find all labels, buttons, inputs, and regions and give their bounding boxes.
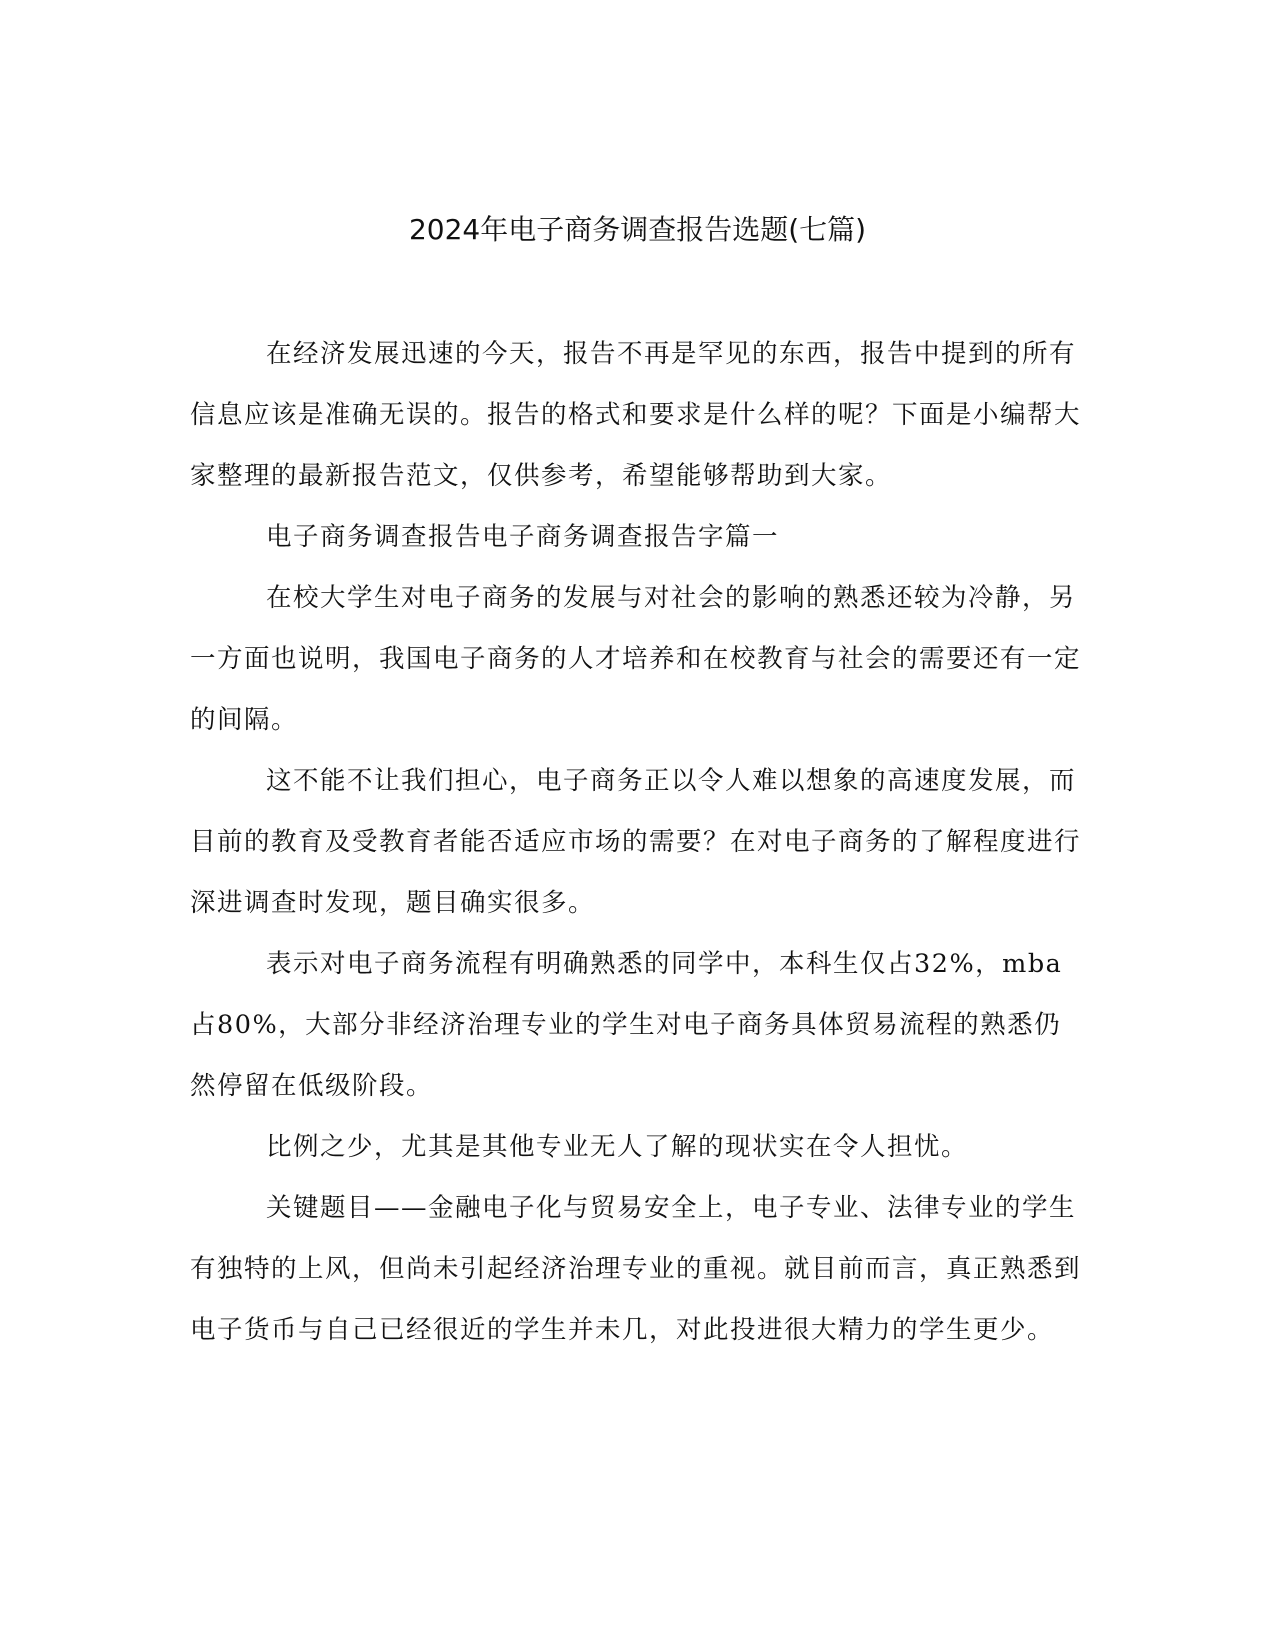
intro-paragraph: 在经济发展迅速的今天，报告不再是罕见的东西，报告中提到的所有信息应该是准确无误的。报告的格式和要求是什么样的呢？下面是小编帮大家整理的最新报告范文，仅供参考，希望能够帮助到大家。 xyxy=(190,339,1082,491)
body-paragraph: 关键题目——金融电子化与贸易安全上，电子专业、法律专业的学生有独特的上风，但尚未引起经济治理专业的重视。就目前而言，真正熟悉到电子货币与自己已经很近的学生并未几，对此投进很大精力的学生更少。 xyxy=(190,1193,1082,1345)
document-body xyxy=(190,324,1085,1361)
section-heading: 电子商务调查报告电子商务调查报告字篇一 xyxy=(266,522,780,552)
document-title: 2024年电子商务调查报告选题(七篇) xyxy=(408,213,867,246)
body-paragraph: 在校大学生对电子商务的发展与对社会的影响的熟悉还较为冷静，另一方面也说明，我国电子商务的人才培养和在校教育与社会的需要还有一定的间隔。 xyxy=(190,583,1082,735)
body-paragraph: 表示对电子商务流程有明确熟悉的同学中，本科生仅占32%，mba占80%，大部分非经济治理专业的学生对电子商务具体贸易流程的熟悉仍然停留在低级阶段。 xyxy=(190,949,1063,1101)
body-paragraph: 比例之少，尤其是其他专业无人了解的现状实在令人担忧。 xyxy=(266,1132,969,1162)
body-paragraph: 这不能不让我们担心，电子商务正以令人难以想象的高速度发展，而目前的教育及受教育者能否适应市场的需要？在对电子商务的了解程度进行深进调查时发现，题目确实很多。 xyxy=(190,766,1082,918)
